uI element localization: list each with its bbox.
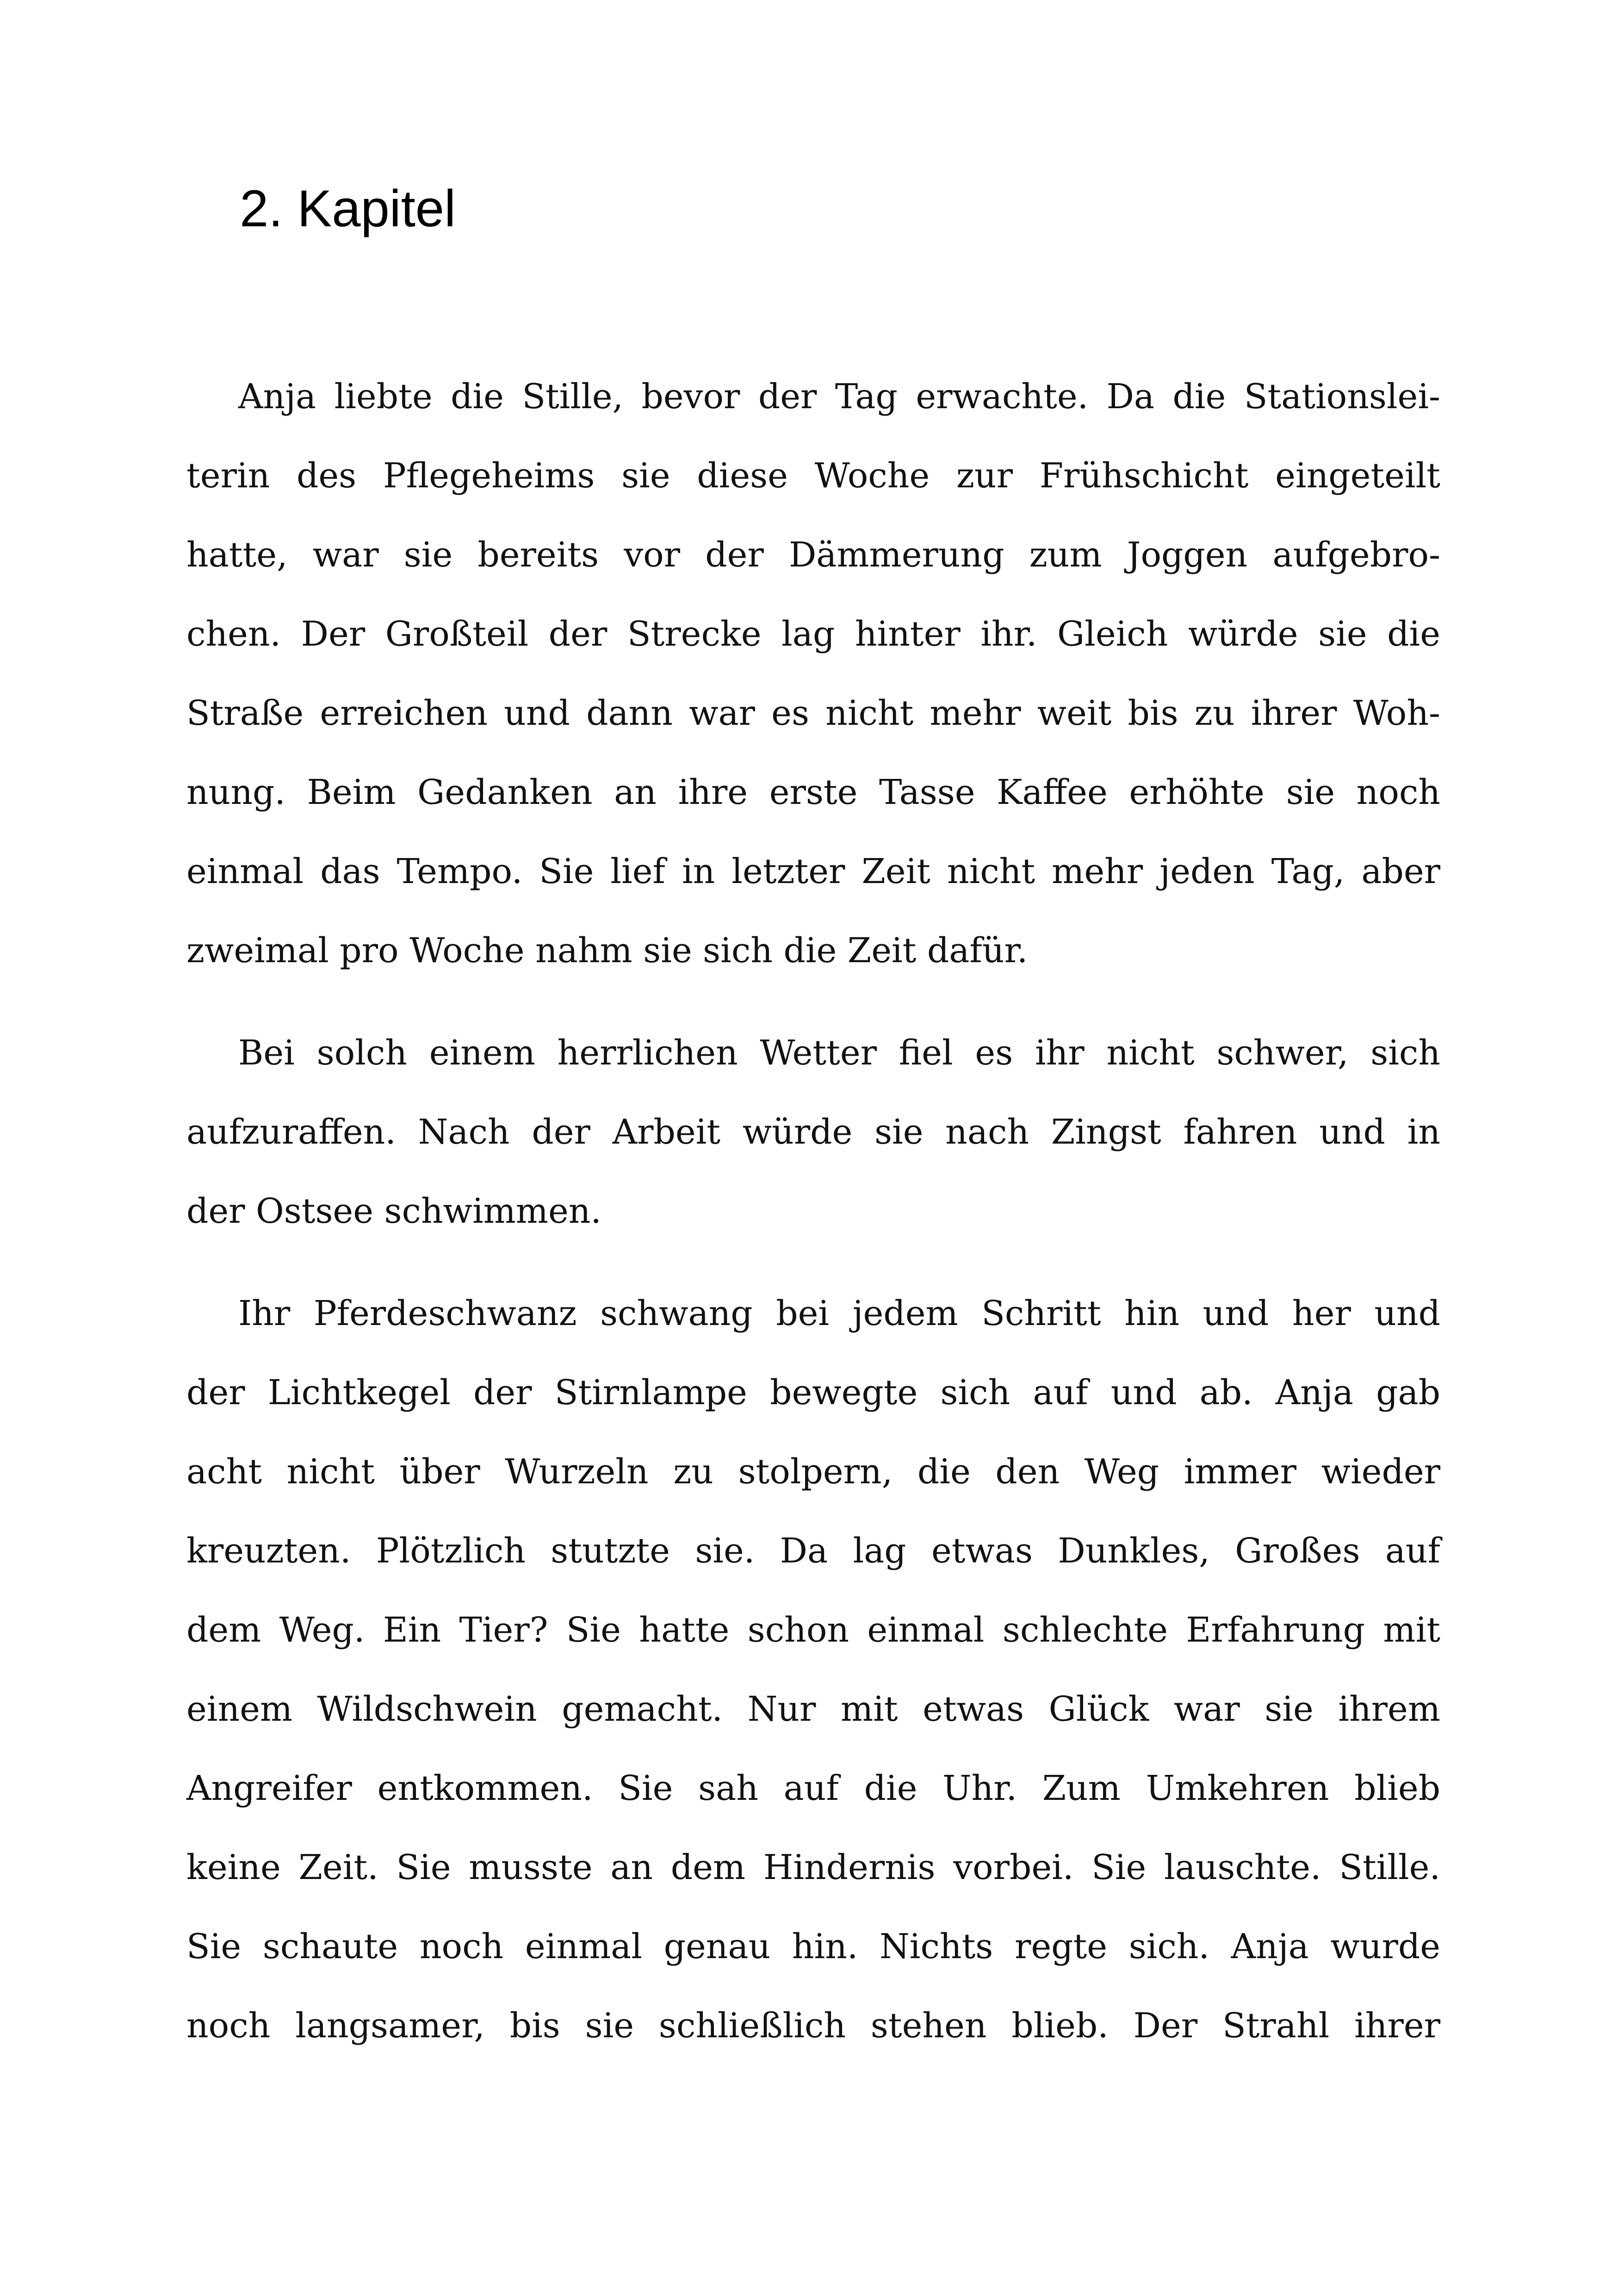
text-line: Sie schaute noch einmal genau hin. Nichts regte sich. Anja wurde	[186, 1927, 1440, 1966]
paragraph-1	[186, 357, 1440, 990]
text-line: hatte, war sie bereits vor der Dämmerung zum Joggen aufgebro-	[186, 535, 1440, 575]
text-line: einem Wildschwein gemacht. Nur mit etwas Glück war sie ihrem	[186, 1689, 1440, 1729]
text-line: Angreifer entkommen. Sie sah auf die Uhr. Zum Umkehren blieb	[186, 1768, 1440, 1808]
paragraph-3	[186, 1274, 1440, 2066]
text-line: kreuzten. Plötzlich stutzte sie. Da lag etwas Dunkles, Großes auf	[186, 1531, 1440, 1571]
text-line: Straße erreichen und dann war es nicht mehr weit bis zu ihrer Woh-	[186, 693, 1440, 733]
text-line: acht nicht über Wurzeln zu stolpern, die den Weg immer wieder	[186, 1452, 1440, 1492]
text-line: Ihr Pferdeschwanz schwang bei jedem Schritt hin und her und	[238, 1294, 1440, 1333]
text-line: der Lichtkegel der Stirnlampe bewegte sich auf und ab. Anja gab	[186, 1373, 1440, 1412]
text-line: dem Weg. Ein Tier? Sie hatte schon einmal schlechte Erfahrung mit	[186, 1610, 1440, 1650]
text-line: terin des Pflegeheims sie diese Woche zur Frühschicht eingeteilt	[186, 456, 1440, 496]
text-line: Anja liebte die Stille, bevor der Tag erwachte. Da die Stationslei-	[238, 377, 1440, 417]
chapter-title: 2. Kapitel	[240, 180, 456, 237]
text-line: zweimal pro Woche nahm sie sich die Zeit dafür.	[186, 931, 1028, 971]
text-line: keine Zeit. Sie musste an dem Hindernis vorbei. Sie lauschte. Stille.	[186, 1848, 1440, 1887]
text-line: noch langsamer, bis sie schließlich stehen blieb. Der Strahl ihrer	[186, 2006, 1440, 2046]
text-line: einmal das Tempo. Sie lief in letzter Zeit nicht mehr jeden Tag, aber	[186, 852, 1440, 891]
text-line: nung. Beim Gedanken an ihre erste Tasse Kaffee erhöhte sie noch	[186, 772, 1440, 812]
text-line: aufzuraffen. Nach der Arbeit würde sie nach Zingst fahren und in	[186, 1112, 1440, 1152]
chapter-body	[186, 357, 1440, 2066]
text-line: Bei solch einem herrlichen Wetter fiel es ihr nicht schwer, sich	[238, 1033, 1440, 1073]
paragraph-2	[186, 1014, 1440, 1251]
text-line: der Ostsee schwimmen.	[186, 1191, 601, 1231]
text-line: chen. Der Großteil der Strecke lag hinter ihr. Gleich würde sie die	[186, 614, 1440, 654]
